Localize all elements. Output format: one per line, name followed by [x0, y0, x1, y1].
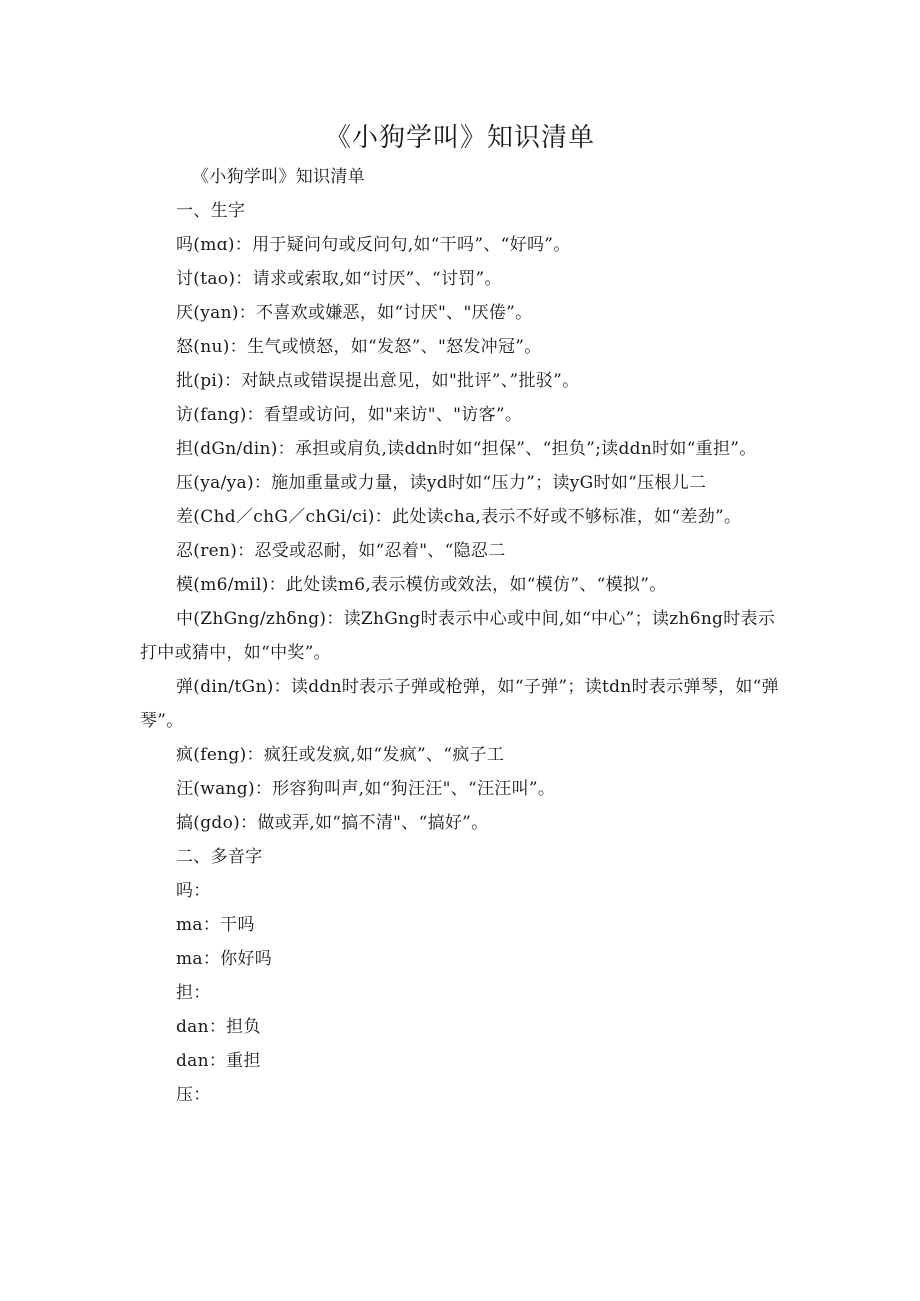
- page-title: 《小狗学叫》知识清单: [324, 123, 595, 153]
- entry-line: 怒(nu)：生气或愤怒，如“发怒”、"怒发冲冠”。: [176, 337, 542, 357]
- entry-line: 模(m6/mil)：此处读m6,表示模仿或效法，如“模仿”、“模拟”。: [176, 575, 667, 595]
- polyphone-line: 吗：: [176, 881, 211, 901]
- entry-line: 压(ya/ya)：施加重量或力量，读yd时如“压力”；读yG时如“压根儿二: [176, 473, 707, 493]
- entry-line: 汪(wang)：形容狗叫声,如“狗汪汪"、“汪汪叫”。: [176, 779, 556, 799]
- entry-line: 访(fang)：看望或访问，如"来访"、"访客”。: [176, 405, 523, 425]
- polyphone-line: ma：干吗: [176, 915, 255, 935]
- entry-line: 搞(gdo)：做或弄,如“搞不清"、“搞好”。: [176, 813, 489, 833]
- polyphone-line: ma：你好吗: [176, 949, 273, 969]
- entry-line: 忍(ren)：忍受或忍耐，如“忍着"、“隐忍二: [176, 541, 506, 561]
- section-heading-polyphones: 二、多音字: [176, 847, 263, 867]
- entry-line: 吗(mɑ)：用于疑问句或反问句,如“干吗”、“好吗”。: [176, 235, 571, 255]
- polyphone-line: 压：: [176, 1085, 211, 1105]
- entry-line: 厌(yan)：不喜欢或嫌恶，如“讨厌"、"厌倦”。: [176, 303, 533, 323]
- polyphone-line: 担：: [176, 983, 211, 1003]
- entry-line: 弹(din/tGn)：读ddn时表示子弹或枪弹，如“子弹”；读tdn时表示弹琴，如“弹琴”。: [140, 677, 779, 731]
- entry-line: 差(Chd／chG／chGi/ci)：此处读cha,表示不好或不够标准，如“差劲”。: [176, 507, 742, 527]
- polyphone-line: dan：担负: [176, 1017, 261, 1037]
- entry-line: 担(dGn/din)：承担或肩负,读ddn时如“担保”、“担负”;读ddn时如“重担”。: [176, 439, 757, 459]
- entry-line: 讨(tao)：请求或索取,如“讨厌”、“讨罚”。: [176, 269, 502, 289]
- polyphone-line: dan：重担: [176, 1051, 261, 1071]
- entry-line: 疯(feng)：疯狂或发疯,如“发疯”、“疯子工: [176, 745, 505, 765]
- entry-line: 中(ZhGng/zhδng)：读ZhGng时表示中心或中间,如“中心”；读zh6ng时表示打中或猜中，如“中奖”。: [140, 609, 776, 663]
- subtitle: 《小狗学叫》知识清单: [192, 167, 365, 187]
- document-body: [140, 160, 790, 1112]
- entry-line: 批(pi)：对缺点或错误提出意见，如"批评”、”批驳”。: [176, 371, 580, 391]
- section-heading-new-characters: 一、生字: [176, 201, 246, 221]
